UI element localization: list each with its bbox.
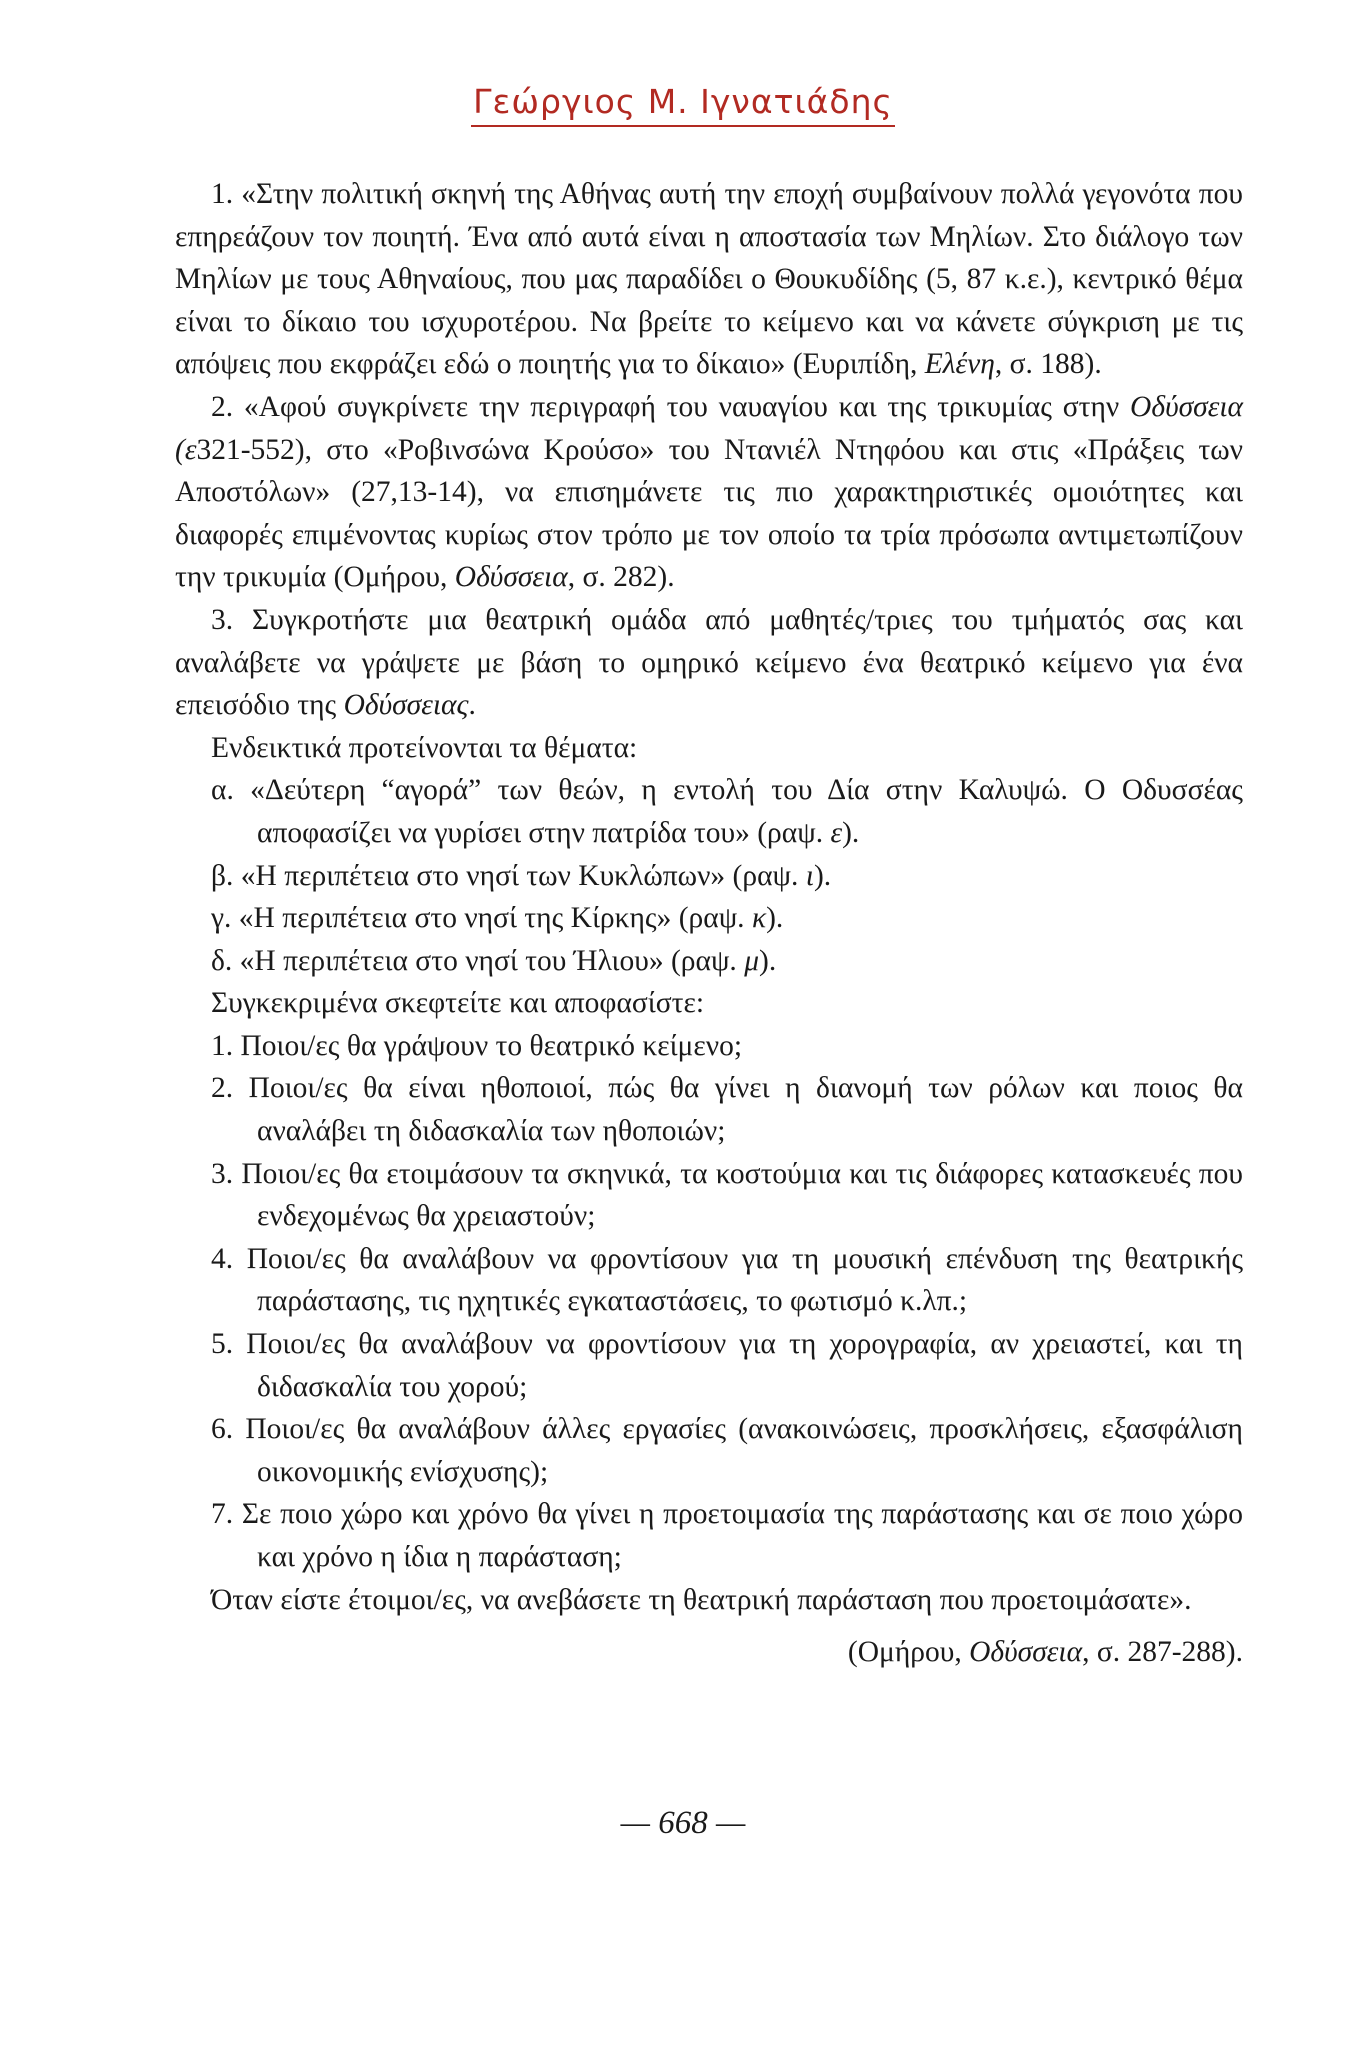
topic-item: β. «Η περιπέτεια στο νησί των Κυκλώπων» (ραψ. ι). [211, 859, 832, 892]
exercise-3 [175, 599, 1243, 727]
page-body [175, 173, 1243, 1674]
decide-intro: Συγκεκριμένα σκεφτείτε και αποφασίστε: [211, 987, 705, 1020]
book-ref: κ [751, 902, 767, 935]
book-ref: ε [830, 816, 843, 849]
exercise-1-text: 1. «Στην πολιτική σκηνή της Αθήνας αυτή την εποχή συμβαίνουν πολλά γεγονότα που επηρεάζουν τον ποιητή. Ένα από αυτά είναι η αποστασία των Μηλίων. Στο διάλογο των Μηλίων με τους Αθηναίους, που μας παραδίδει ο Θουκυδίδης (5, 87 κ.ε.), κεντρικό θέμα είναι το δίκαιο του ισχυροτέρου. Να βρείτε το κείμενο και να κάνετε σύγκριση με τις απόψεις που εκφράζει εδώ ο ποιητής για το δίκαιο» (Ευριπίδη, [175, 178, 1243, 381]
book-ref: ι [805, 859, 814, 892]
exercise-3-end: . [468, 689, 476, 722]
page-number: — 668 — [620, 1805, 746, 1841]
closing-sentence: Όταν είστε έτοιμοι/ες, να ανεβάσετε τη θεατρική παράσταση που προετοιμάσατε». [211, 1583, 1192, 1616]
question-item: 5. Ποιοι/ες θα αναλάβουν να φροντίσουν για τη χορογραφία, αν χρειαστεί, και τη διδασκαλία του χορού; [211, 1328, 1243, 1403]
exercise-2-ref: , σ. 282). [567, 561, 675, 594]
topic-item: δ. «Η περιπέτεια στο νησί του Ήλιου» (ραψ. μ). [211, 944, 777, 977]
exercise-3-text: 3. Συγκροτήστε μια θεατρική ομάδα από μαθητές/τριες του τμήματός σας και αναλάβετε να γράψετε με βάση το ομηρικό κείμενο ένα θεατρικό κείμενο για ένα επεισόδιο της [175, 603, 1243, 722]
work-title: Οδύσσειας [343, 689, 469, 722]
topic-item: α. «Δεύτερη “αγορά” των θεών, η εντολή του Δία στην Καλυψώ. Ο Οδυσσέας αποφασίζει να γυρίσει στην πατρίδα του» (ραψ. ε). [211, 774, 1243, 849]
question-item: 6. Ποιοι/ες θα αναλάβουν άλλες εργασίες (ανακοινώσεις, προσκλήσεις, εξασφάλιση οικονομικής ενίσχυσης); [211, 1413, 1243, 1488]
work-title: Οδύσσεια [969, 1636, 1083, 1669]
exercise-2-text: 2. «Αφού συγκρίνετε την περιγραφή του ναυαγίου και της τρικυμίας στην [211, 390, 1120, 423]
exercise-2-text-cont: 321-552), στο «Ροβινσώνα Κρούσο» του Ντανιέλ Ντηφόου και στις «Πράξεις των Αποστόλων» (27,13-14), να επισημάνετε τις πιο χαρακτηριστικές ομοιότητες και διαφορές επιμένοντας κυρίως στον τρόπο με τον οποίο τα τρία πρόσωπα αντιμετωπίζουν την τρικυμία (Ομήρου, [175, 433, 1243, 594]
topics-intro: Ενδεικτικά προτείνονται τα θέματα: [211, 731, 638, 764]
question-item: 7. Σε ποιο χώρο και χρόνο θα γίνει η προετοιμασία της παράστασης και σε ποιο χώρο και χρόνο η ίδια η παράσταση; [211, 1498, 1243, 1573]
exercise-2 [175, 386, 1243, 599]
exercise-1 [175, 173, 1243, 386]
question-item: 4. Ποιοι/ες θα αναλάβουν να φροντίσουν για τη μουσική επένδυση της θεατρικής παράστασης, τις ηχητικές εγκαταστάσεις, το φωτισμό κ.λπ.; [211, 1242, 1243, 1318]
book-ref: (ε [175, 433, 197, 466]
running-header [0, 82, 1366, 121]
topic-item: γ. «Η περιπέτεια στο νησί της Κίρκης» (ραψ. κ). [211, 902, 784, 935]
exercise-1-ref: , σ. 188). [994, 348, 1102, 381]
question-item: 2. Ποιοι/ες θα είναι ηθοποιοί, πώς θα γίνει η διανομή των ρόλων και ποιος θα αναλάβει τη διδασκαλία των ηθοποιών; [211, 1072, 1243, 1148]
question-item: 1. Ποιοι/ες θα γράψουν το θεατρικό κείμενο; [211, 1029, 743, 1062]
work-title: Οδύσσεια [1130, 390, 1244, 423]
work-title: Οδύσσεια [454, 561, 568, 594]
work-title: Ελένη [924, 348, 995, 381]
book-ref: μ [744, 944, 759, 977]
citation: (Ομήρου, Οδύσσεια, σ. 287-288). [847, 1636, 1243, 1669]
question-item: 3. Ποιοι/ες θα ετοιμάσουν τα σκηνικά, τα κοστούμια και τις διάφορες κατασκευές που ενδεχομένως θα χρειαστούν; [211, 1157, 1243, 1233]
author-name: Γεώργιος Μ. Ιγνατιάδης [471, 82, 895, 127]
